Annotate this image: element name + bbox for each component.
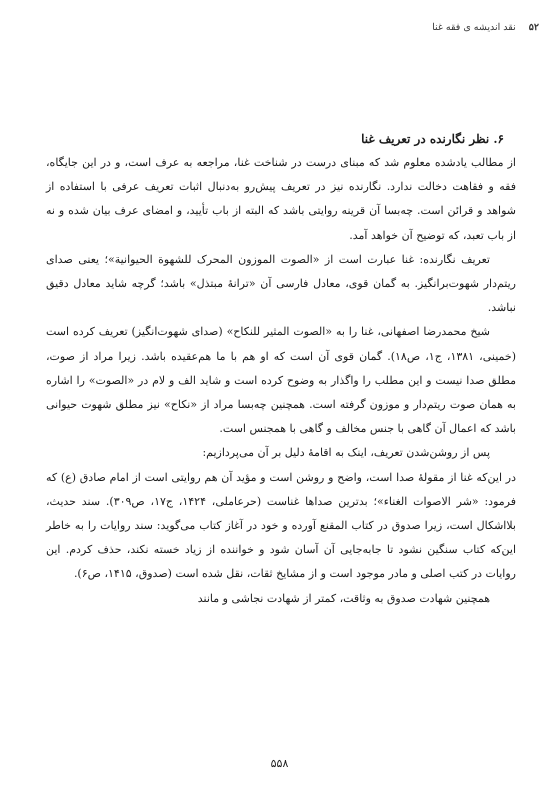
paragraph-3: شیخ محمدرضا اصفهانی، غنا را به «الصوت المثیر للنکاح» (صدای شهوت‌انگیز) تعریف کرده است (خمینی، ۱۳۸۱، ج۱، ص۱۸). گمان قوی آن است که او هم با ما هم‌عقیده باشد. زیرا مراد از صوت، مطلق صدا نیست و این مطلب را واگذار به وضوح کرده است و شاید الف و لام در «الصوت» را اشاره به همان صوت ریتم‌دار و موزون گرفته است. همچنین چه‌بسا مراد از «نکاح» نیز مطلق شهوت حیوانی باشد که اعمال آن گاهی با جنس مخالف و گاهی با همجنس است. [46,325,516,436]
header-title: نقد اندیشه ی فقه غنا [432,22,516,33]
paragraph-2: تعریف نگارنده: غنا عبارت است از «الصوت الموزون المحرک للشهوة الحیوانیة»؛ یعنی صدای ریتم‌دار شهوت‌برانگیز. به گمان قوی، معادل فارسی آن «ترانهٔ مبتذل» باشد؛ گرچه شاید معادل دقیق نباشد. [46,252,516,315]
page-number: ۵۵۸ [270,757,289,770]
section-heading: ۶. نظر نگارنده در تعریف غنا [361,132,504,146]
paragraph-6: همچنین شهادت صدوق به وثاقت، کمتر از شهادت نجاشی و مانند [197,591,490,605]
running-header [432,22,539,33]
paragraph-1: از مطالب یادشده معلوم شد که مبنای درست در شناخت غنا، مراجعه به عرف است، و در این جایگاه، فقه و فقاهت دخالت ندارد. نگارنده نیز در تعریف پیش‌رو به‌دنبال اثبات تعریف عرفی با استفاده از شواهد و قرائن است. چه‌بسا آن قرینه روایتی باشد که البته از باب تأیید، و امضای عرف بیان شده و نه از باب تعبد، که توضیح آن خواهد آمد. [46,156,516,242]
paragraph-4: پس از روشن‌شدن تعریف، اینک به اقامهٔ دلیل بر آن می‌پردازیم: [202,446,490,460]
body-text [46,130,516,611]
header-page-ref: ۵۲ [528,22,539,33]
paragraph-5: در این‌که غنا از مقولهٔ صدا است، واضح و روشن است و مؤید آن هم روایتی است از امام صادق (ع) که فرمود: «شر الاصوات الغناء»؛ بدترین صداها غناست (حرعاملی، ۱۴۲۴، ج۱۷، ص۳۰۹). سند حدیث، بلااشکال است، زیرا صدوق در کتاب المقنع آورده و خود در آغاز کتاب می‌گوید: سند روایات را به خاطر این‌که کتاب سنگین نشود تا جابه‌جایی آن آسان شود و خواننده از زیاد خسته نکند، حذف کردم. این روایات در کتب اصلی و مادر موجود است و از مشایخ ثقات، نقل شده است (صدوق، ۱۴۱۵، ص۶). [46,470,516,581]
